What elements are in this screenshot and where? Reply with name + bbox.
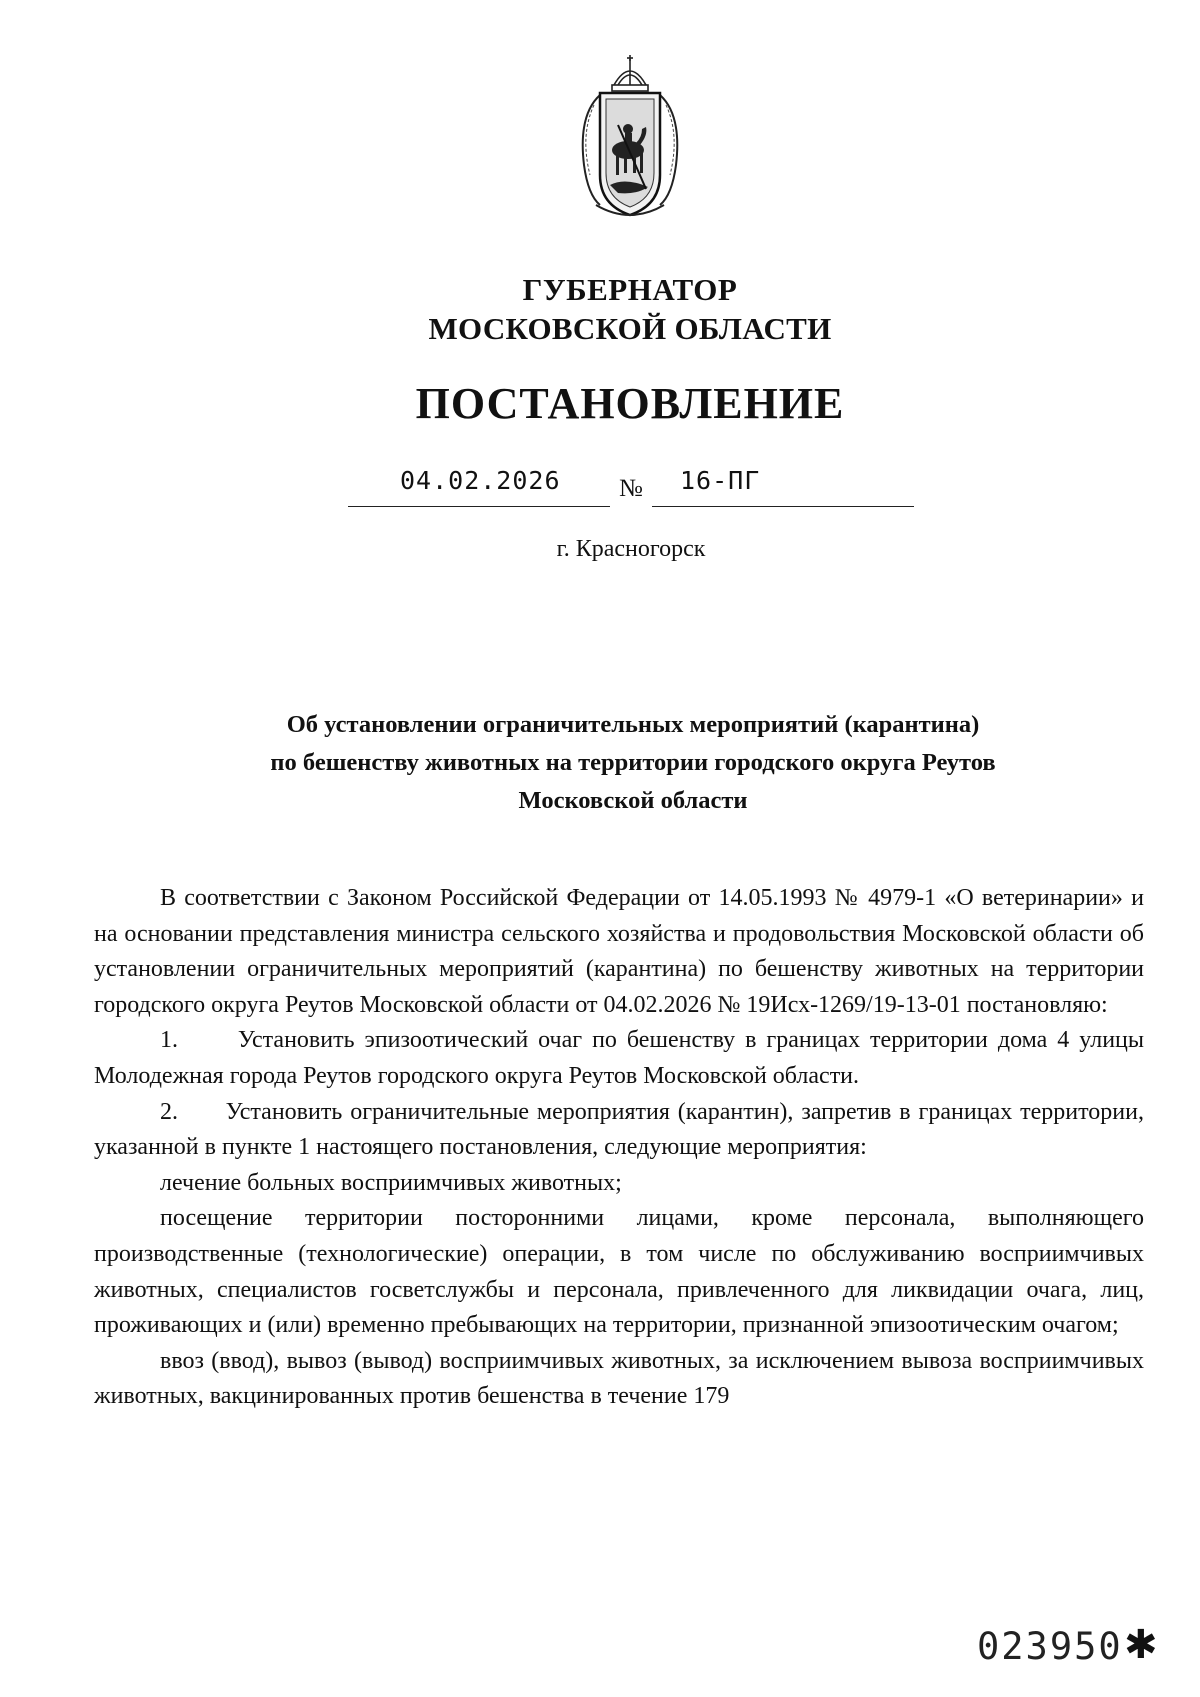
serial-number-stamp: 023950 [977, 1625, 1123, 1668]
document-number: 16-ПГ [680, 466, 761, 495]
city-of-issue: г. Красногорск [556, 536, 706, 562]
registration-line [0, 466, 1200, 506]
number-underline [652, 506, 914, 507]
document-body [94, 881, 1150, 1415]
number-sign: № [619, 475, 643, 502]
subject-line: по бешенству животных на территории городского округа Реутов [270, 749, 996, 776]
asterisk-mark: ✱ [1124, 1622, 1158, 1668]
authority-title-line1: ГУБЕРНАТОР [522, 272, 738, 307]
document-date: 04.02.2026 [400, 466, 561, 495]
authority-title-line2: МОСКОВСКОЙ ОБЛАСТИ [428, 311, 832, 346]
clause-2-bullet: лечение больных восприимчивых животных; [160, 1169, 622, 1196]
date-underline [348, 506, 610, 507]
document-type-title: ПОСТАНОВЛЕНИЕ [415, 379, 845, 428]
preamble-paragraph: В соответствии с Законом Российской Федерации от 14.05.1993 № 4979-1 «О ветеринарии» и на основании представления министра сельского хозяйства и продовольствия Московской области об установлении ограничительных мероприятий (карантина) по бешенству животных на территории городского округа Реутов Московской области от 04.02.2026 № 19Исх-1269/19-13-01 постановляю: [94, 885, 1144, 1018]
clause-2-bullet: посещение территории посторонними лицами, кроме персонала, выполняющего производственные (технологические) операции, в том числе по обслуживанию восприимчивых животных, специалистов госветслужбы и персонала, привлеченного для ликвидации очага, лиц, проживающих и (или) временно пребывающих на территории, признанной эпизоотическим очагом; [94, 1205, 1144, 1339]
clause-1: 1. Установить эпизоотический очаг по бешенству в границах территории дома 4 улицы Молодежная города Реутов городского округа Реутов Московской области. [94, 1027, 1150, 1089]
subject-line: Московской области [518, 787, 748, 814]
clause-2: 2. Установить ограничительные мероприятия (карантин), запретив в границах территории, указанной в пункте 1 настоящего постановления, следующие мероприятия: [94, 1098, 1150, 1161]
document-subject [150, 706, 1116, 820]
coat-of-arms-icon [570, 55, 690, 221]
clause-2-bullet: ввоз (ввод), вывоз (вывод) восприимчивых животных, за исключением вывоза восприимчивых животных, вакцинированных против бешенства в течение 179 [94, 1347, 1144, 1410]
subject-line: Об установлении ограничительных мероприятий (карантина) [286, 711, 980, 738]
